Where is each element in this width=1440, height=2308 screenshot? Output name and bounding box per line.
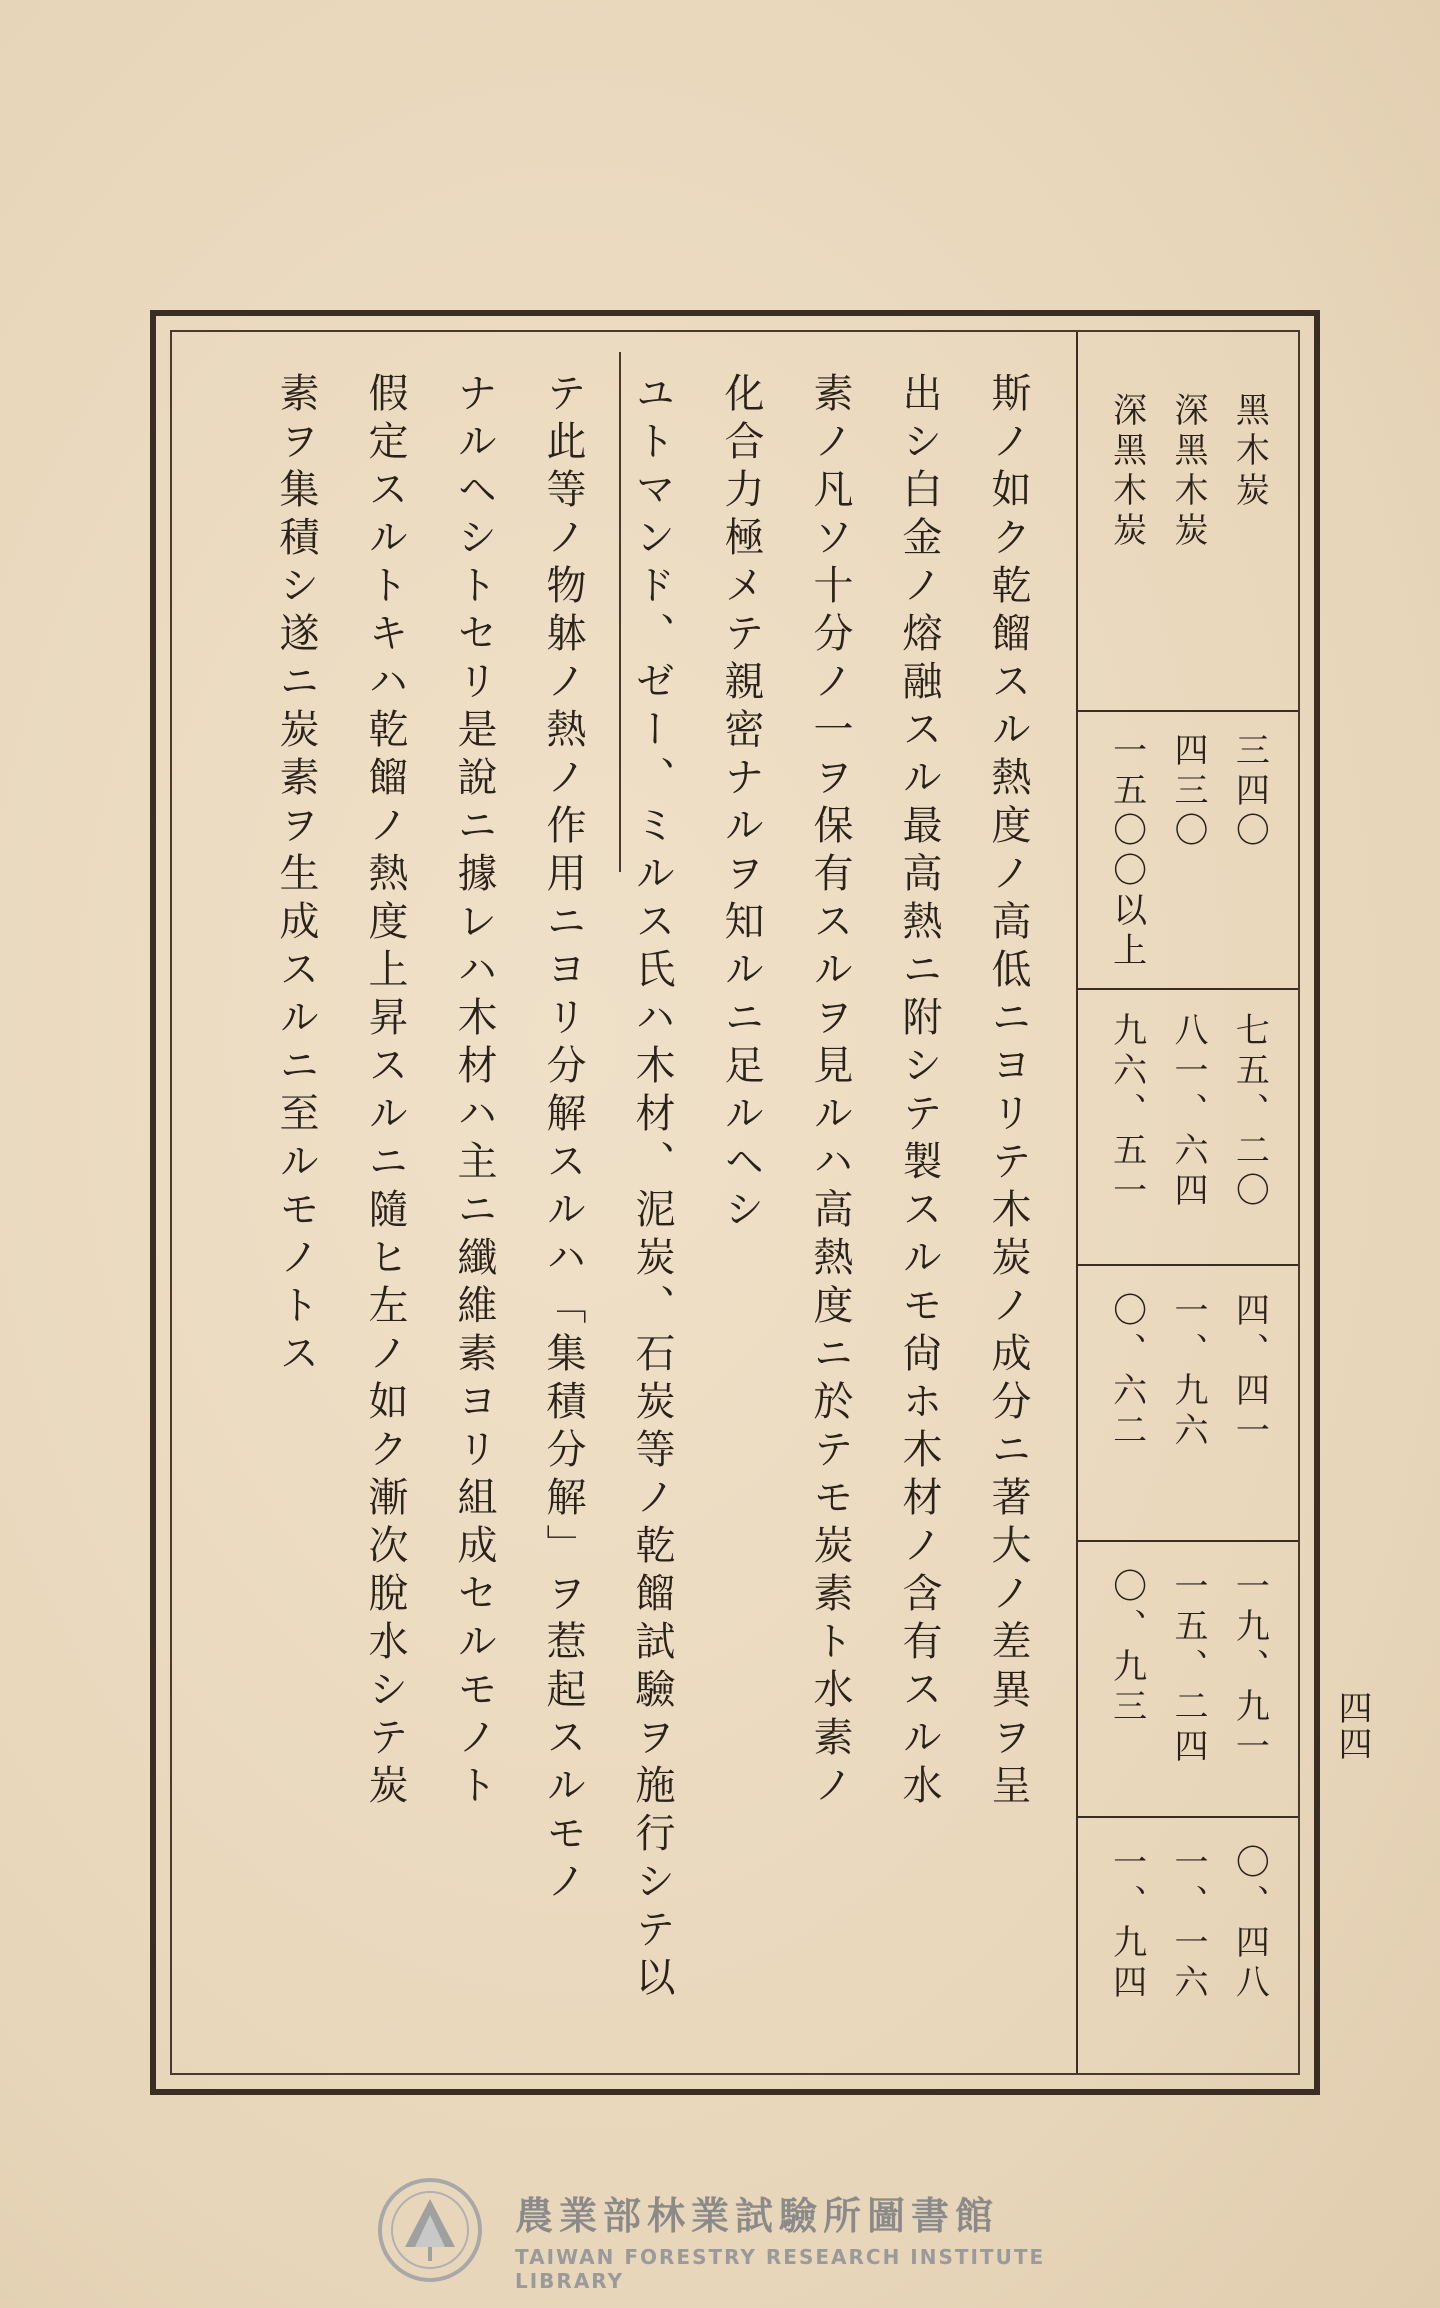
table-row	[1078, 1844, 1298, 2004]
table-cell: 一九、九一	[1229, 1568, 1270, 1768]
table-cell: 八一、六四	[1167, 1012, 1208, 1212]
table-rule	[1078, 710, 1298, 712]
text-line: 假定スルトキハ乾餾ノ熱度上昇スルニ隨ヒ左ノ如ク漸次脫水シテ炭	[362, 372, 408, 1812]
table-cell: 〇、九三	[1106, 1568, 1147, 1728]
table-cell: 四三〇	[1167, 732, 1208, 852]
table-cell: 深黑木炭	[1106, 392, 1147, 552]
library-name-english: TAIWAN FORESTRY RESEARCH INSTITUTE LIBRARY	[515, 2245, 1046, 2293]
text-line: 出シ白金ノ熔融スル最高熱ニ附シテ製スルモ尙ホ木材ノ含有スル水	[896, 372, 942, 1812]
inner-frame	[170, 330, 1300, 2075]
text-line: 化合力極メテ親密ナルヲ知ルニ足ルヘシ	[718, 372, 764, 1236]
text-line: 素ヲ集積シ遂ニ炭素ヲ生成スルニ至ルモノトス	[273, 372, 319, 1380]
library-name: 農業部林業試驗所圖書館	[515, 2194, 1000, 2238]
table-cell: 一、一六	[1167, 1844, 1208, 2004]
table-row	[1078, 1568, 1298, 1768]
table-rule	[1078, 1816, 1298, 1818]
table-cell: 一、九四	[1106, 1844, 1147, 2004]
table-cell: 〇、四八	[1229, 1844, 1270, 2004]
paragraph-rule	[619, 352, 621, 872]
body-text	[202, 372, 1052, 2062]
table-cell: 四、四一	[1229, 1292, 1270, 1452]
text-line: テ此等ノ物躰ノ熱ノ作用ニヨリ分解スルハ「集積分解」ヲ惹起スルモノ	[540, 372, 586, 1908]
table-cell: 〇、六二	[1106, 1292, 1147, 1452]
text-line: 素ノ凡ソ十分ノ一ヲ保有スルヲ見ルハ高熱度ニ於テモ炭素ト水素ノ	[807, 372, 853, 1812]
table-cell: 一五、二四	[1167, 1568, 1208, 1768]
data-table	[1078, 332, 1298, 2073]
table-cell: 三四〇	[1229, 732, 1270, 852]
table-row	[1078, 732, 1298, 972]
text-line: ナルヘシトセリ是說ニ據レハ木材ハ主ニ纖維素ヨリ組成セルモノト	[451, 372, 497, 1812]
text-line: 斯ノ如ク乾餾スル熱度ノ高低ニヨリテ木炭ノ成分ニ著大ノ差異ヲ呈	[985, 372, 1031, 1812]
library-watermark	[375, 2175, 1075, 2293]
table-row	[1078, 1292, 1298, 1452]
page-frame	[150, 310, 1320, 2095]
table-cell: 七五、二〇	[1229, 1012, 1270, 1212]
table-rule	[1078, 1540, 1298, 1542]
table-cell: 一五〇〇以上	[1106, 732, 1147, 972]
table-cell: 黑木炭	[1229, 392, 1270, 512]
table-row	[1078, 392, 1298, 552]
table-rule	[1078, 988, 1298, 990]
table-cell: 一、九六	[1167, 1292, 1208, 1452]
page-number: 四四	[1332, 1690, 1372, 1762]
table-rule	[1078, 1264, 1298, 1266]
table-row	[1078, 1012, 1298, 1212]
table-cell: 九六、五一	[1106, 1012, 1147, 1212]
text-line: ユトマンド、ゼー、ミルス氏ハ木材、泥炭、石炭等ノ乾餾試驗ヲ施行シテ以	[629, 372, 675, 2004]
library-seal-icon	[375, 2175, 485, 2285]
table-cell: 深黑木炭	[1167, 392, 1208, 552]
